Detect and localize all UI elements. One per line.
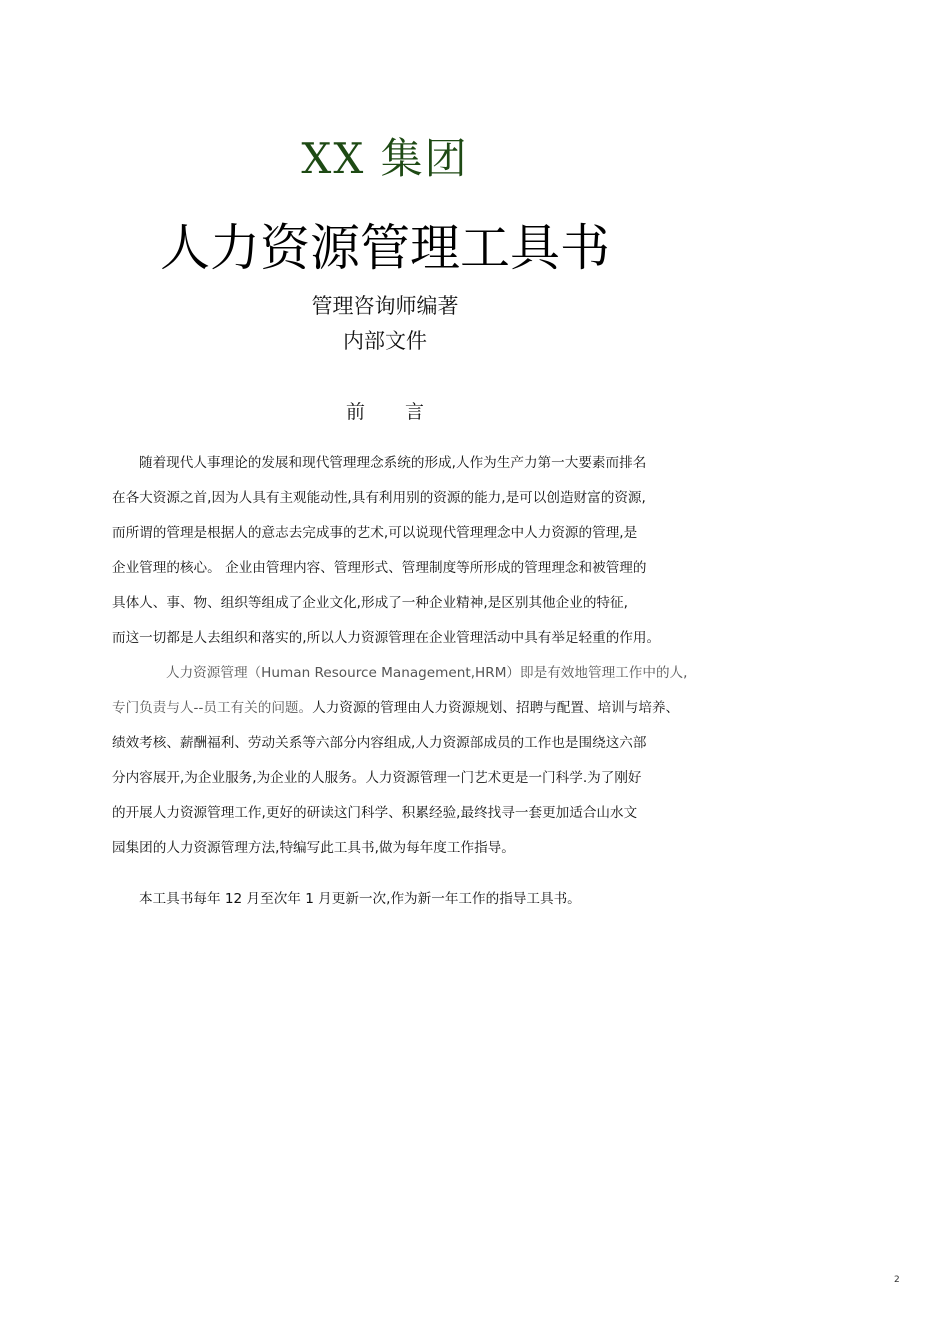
- paragraph-1-line-1: 随着现代人事理论的发展和现代管理理念系统的形成,人作为生产力第一大要素而排名: [139, 455, 647, 471]
- paragraph-2-line-6: 园集团的人力资源管理方法,特编写此工具书,做为每年度工作指导。: [112, 840, 515, 856]
- preface-heading-right: 言: [405, 401, 425, 423]
- paragraph-1-line-3: 而所谓的管理是根据人的意志去完成事的艺术,可以说现代管理理念中人力资源的管理,是: [112, 525, 638, 541]
- paragraph-2-line-2: [112, 698, 679, 718]
- classification-line: 内部文件: [343, 329, 427, 353]
- group-title: XX 集团: [301, 134, 469, 183]
- page-number: 2: [894, 1275, 900, 1285]
- paragraph-1-line-6: 而这一切都是人去组织和落实的,所以人力资源管理在企业管理活动中具有举足轻重的作用。: [112, 630, 661, 646]
- hrm-definition-text-continued: 专门负责与人--员工有关的问题。: [112, 700, 313, 716]
- paragraph-1-line-4: 企业管理的核心。 企业由管理内容、管理形式、管理制度等所形成的管理理念和被管理的: [112, 560, 647, 576]
- paragraph-2-line-3: 绩效考核、薪酬福利、劳动关系等六部分内容组成,人力资源部成员的工作也是围绕这六部: [112, 735, 647, 751]
- paragraph-1-line-5: 具体人、事、物、组织等组成了企业文化,形成了一种企业精神,是区别其他企业的特征,: [112, 595, 628, 611]
- paragraph-3-line-1: 本工具书每年 12 月至次年 1 月更新一次,作为新一年工作的指导工具书。: [139, 891, 581, 907]
- preface-heading: [0, 398, 770, 426]
- hrm-definition-text: 人力资源管理（Human Resource Management,HRM）即是有效地管理工作中的人,: [166, 665, 688, 681]
- paragraph-1-line-2: 在各大资源之首,因为人具有主观能动性,具有利用别的资源的能力,是可以创造财富的资源,: [112, 490, 646, 506]
- author-line: 管理咨询师编著: [311, 294, 459, 318]
- paragraph-2-line-4: 分内容展开,为企业服务,为企业的人服务。人力资源管理一门艺术更是一门科学.为了刚好: [112, 770, 642, 786]
- preface-heading-left: 前: [345, 401, 365, 423]
- book-title: 人力资源管理工具书: [160, 219, 610, 277]
- hrm-components-text: 人力资源的管理由人力资源规划、招聘与配置、培训与培养、: [312, 700, 680, 716]
- paragraph-2-line-5: 的开展人力资源管理工作,更好的研读这门科学、积累经验,最终找寻一套更加适合山水文: [112, 805, 638, 821]
- paragraph-2-line-1: [166, 663, 687, 683]
